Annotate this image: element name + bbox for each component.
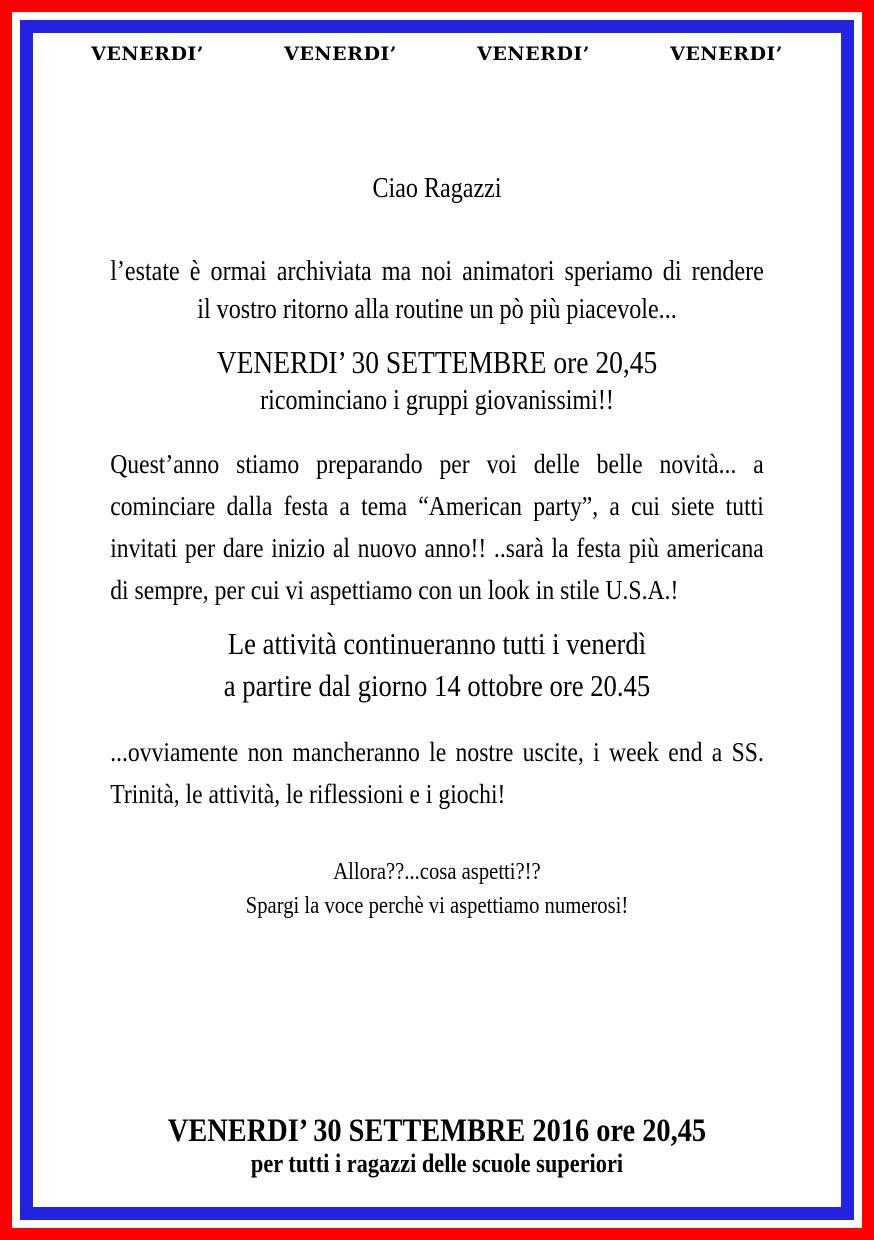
footer-audience (57, 1149, 817, 1179)
closing-line-2: Spargi la voce perchè vi aspettiamo numerosi! (245, 893, 629, 919)
white-border (12, 12, 862, 1228)
header-word: VENERDI’ (477, 43, 590, 65)
restart-line (57, 385, 817, 417)
header-word: VENERDI’ (670, 43, 783, 65)
header-word: VENERDI’ (91, 43, 204, 65)
trips-text: ...ovviamente non mancheranno le nostre uscite, i week end a SS. Trinità, le attività, le riflessioni e i giochi! (110, 736, 764, 809)
footer-date-text: VENERDI’ 30 SETTEMBRE 2016 ore 20,45 (167, 1113, 707, 1149)
news-paragraph (57, 443, 817, 611)
restart-text: ricominciano i gruppi giovanissimi!! (260, 385, 614, 416)
header-row (33, 42, 841, 66)
greeting (57, 173, 817, 205)
closing-call (57, 855, 817, 923)
footer-date (57, 1113, 817, 1149)
activities-line-1: Le attività continueranno tutti i venerdì (227, 626, 647, 661)
footer-audience-text: per tutti i ragazzi delle scuole superiori (250, 1149, 624, 1178)
activities-notice (57, 623, 817, 707)
news-text: Quest’anno stiamo preparando per voi delle belle novità... a cominciare dalla festa a tema “American party”, a cui siete tutti invitati per dare inizio al nuovo anno!! ..sarà la festa più americana di sempre, per cui vi aspettiamo con un look in stile U.S.A.! (110, 448, 764, 605)
trips-paragraph (57, 731, 817, 815)
intro-line-2: il vostro ritorno alla routine un pò più piacevole... (197, 294, 677, 325)
greeting-text: Ciao Ragazzi (372, 173, 502, 204)
flyer-page (33, 33, 841, 1207)
activities-line-2: a partire dal giorno 14 ottobre ore 20.45 (223, 668, 651, 703)
event-date-text: VENERDI’ 30 SETTEMBRE ore 20,45 (216, 344, 658, 380)
header-word: VENERDI’ (284, 43, 397, 65)
intro-paragraph (57, 253, 817, 329)
event-date (57, 343, 817, 381)
closing-line-1: Allora??...cosa aspetti?!? (333, 859, 541, 885)
intro-line-1: l’estate è ormai archiviata ma noi animatori speriamo di rendere (110, 256, 764, 287)
blue-border (20, 20, 854, 1220)
